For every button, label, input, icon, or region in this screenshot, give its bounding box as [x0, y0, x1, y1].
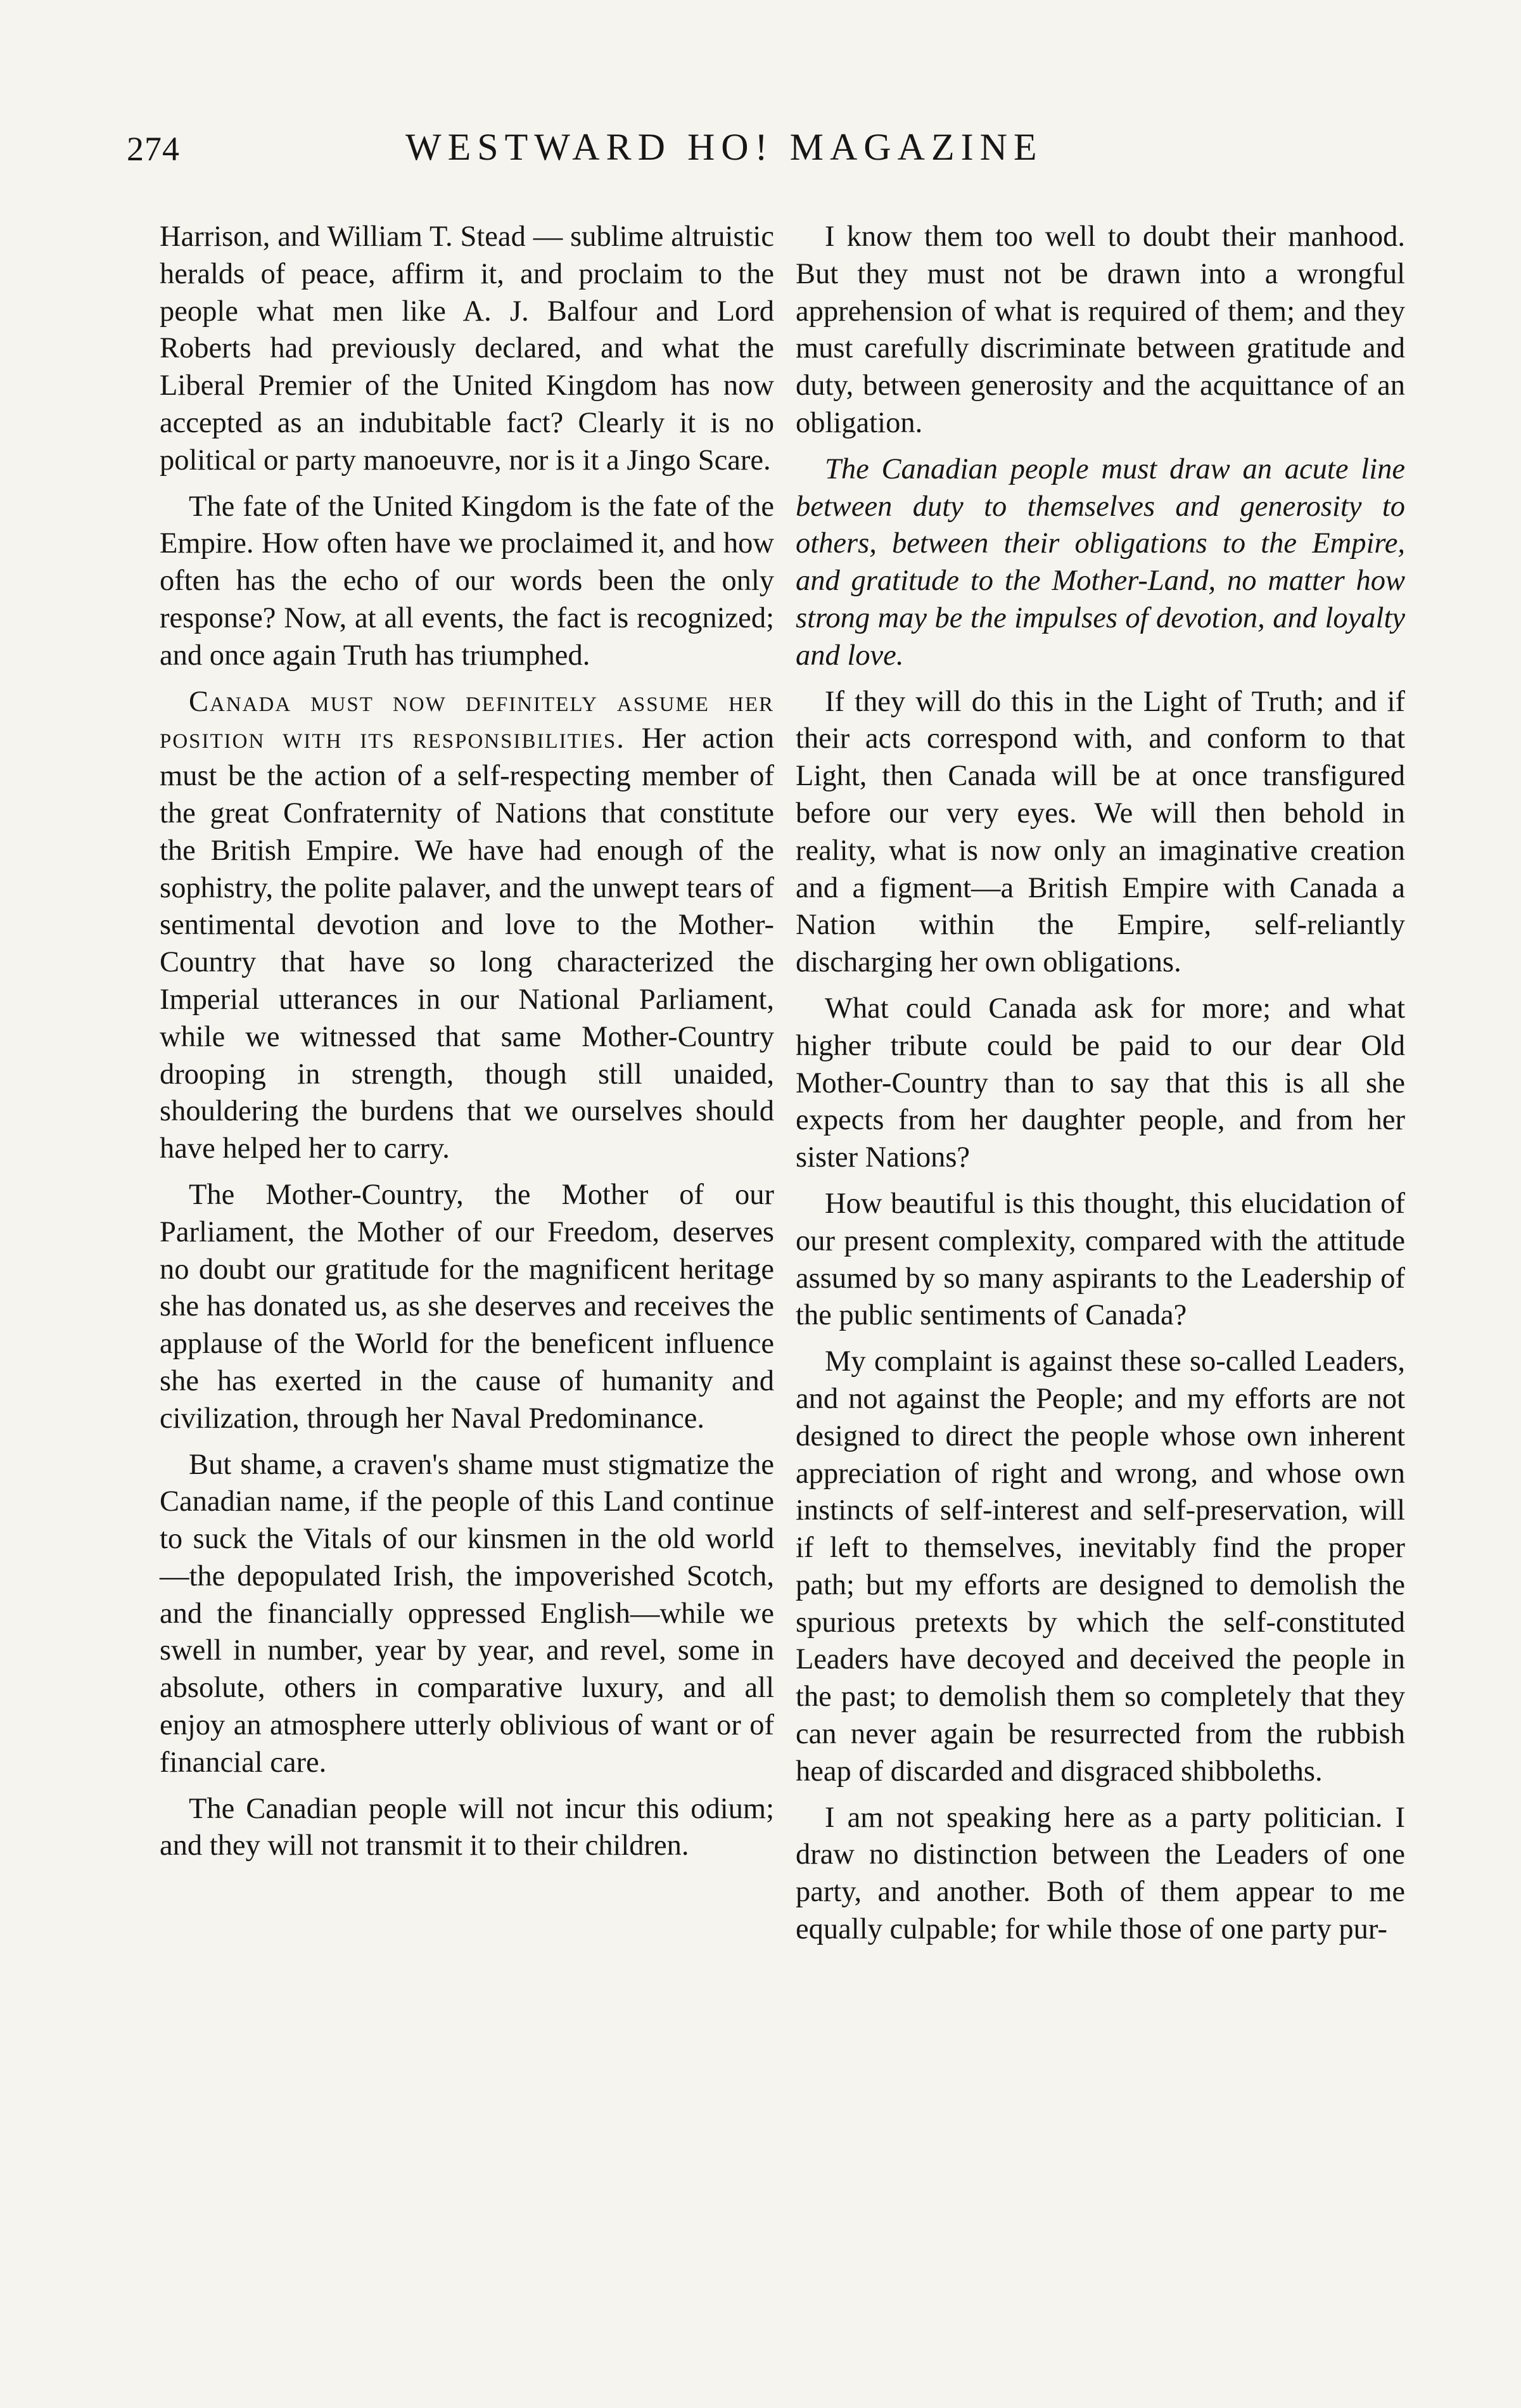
left-column [160, 219, 774, 1874]
right-column [796, 219, 1405, 1957]
paragraph: If they will do this in the Light of Truth; and if their acts correspond with, and conform to that Light, then Canada will be at once transfigured before our very eyes. We will then behold in reality, what is now only an imaginative creation and a figment—a British Empire with Canada a Nation within the Empire, self-reliantly discharging her own obligations. [796, 685, 1405, 979]
paragraph: How beautiful is this thought, this elucidation of our present complexity, compared with the attitude assumed by so many aspirants to the Leadership of the public sentiments of Canada? [796, 1187, 1405, 1332]
magazine-title: WESTWARD HO! MAGAZINE [405, 126, 1043, 168]
italic-paragraph: The Canadian people must draw an acute line between duty to themselves and generosity to others, between their obligations to the Empire, and gratitude to the Mother-Land, no matter how strong may be the impulses of devotion, and loyalty and love. [796, 452, 1405, 672]
paragraph-text: Her action must be the action of a self-respecting member of the great Confraternity of Nations that constitute the British Empire. We have had enough of the sophistry, the polite palaver, and the unwept tears of sentimental devotion and love to the Mother-Country that have so long characterized the Imperial utterances in our National Parliament, while we witnessed that same Mother-Country drooping in strength, though still unaided, shouldering the burdens that we ourselves should have helped her to carry. [160, 722, 774, 1165]
paragraph: The fate of the United Kingdom is the fate of the Empire. How often have we proclaimed it, and how often has the echo of our words been the only response? Now, at all events, the fact is recognized; and once again Truth has triumphed. [160, 490, 774, 672]
paragraph: My complaint is against these so-called Leaders, and not against the People; and my efforts are not designed to direct the people whose own inherent appreciation of right and wrong, and whose own instincts of self-interest and self-preservation, will if left to themselves, inevitably find the proper path; but my efforts are designed to demolish the spurious pretexts by which the self-constituted Leaders have decoyed and deceived the people in the past; to demolish them so completely that they can never again be resurrected from the rubbish heap of discarded and disgraced shibboleths. [796, 1345, 1405, 1788]
paragraph-lead-in: Canada must now definitely assume her position with its responsibilities. [160, 685, 774, 755]
paragraph [160, 684, 774, 1168]
paragraph: What could Canada ask for more; and what higher tribute could be paid to our dear Old Mother-Country than to say that this is all she expects from her daughter people, and from her sister Nations? [796, 992, 1405, 1174]
paragraph: But shame, a craven's shame must stigmatize the Canadian name, if the people of this Land continue to suck the Vitals of our kinsmen in the old world —the depopulated Irish, the impoverished Scotch, and the financially oppressed English—while we swell in number, year by year, and revel, some in absolute, others in comparative luxury, and all enjoy an atmosphere utterly oblivious of want or of financial care. [160, 1448, 774, 1779]
running-head [127, 125, 1115, 176]
page-number: 274 [127, 130, 180, 168]
paragraph: Harrison, and William T. Stead — sublime altruistic heralds of peace, affirm it, and proclaim to the people what men like A. J. Balfour and Lord Roberts had previously declared, and what the Liberal Premier of the United Kingdom has now accepted as an indubitable fact? Clearly it is no political or party manoeuvre, nor is it a Jingo Scare. [160, 221, 774, 477]
paragraph: The Canadian people will not incur this odium; and they will not transmit it to their children. [160, 1792, 774, 1862]
paragraph: I am not speaking here as a party politician. I draw no distinction between the Leaders of one party, and another. Both of them appear to me equally culpable; for while those of one party pur- [796, 1801, 1405, 1946]
paragraph: I know them too well to doubt their manhood. But they must not be drawn into a wrongful apprehension of what is required of them; and they must carefully discriminate between gratitude and duty, between generosity and the acquittance of an obligation. [796, 221, 1405, 439]
paragraph: The Mother-Country, the Mother of our Parliament, the Mother of our Freedom, deserves no doubt our gratitude for the magnificent heritage she has donated us, as she deserves and receives the applause of the World for the beneficent influence she has exerted in the cause of humanity and civilization, through her Naval Predominance. [160, 1178, 774, 1435]
